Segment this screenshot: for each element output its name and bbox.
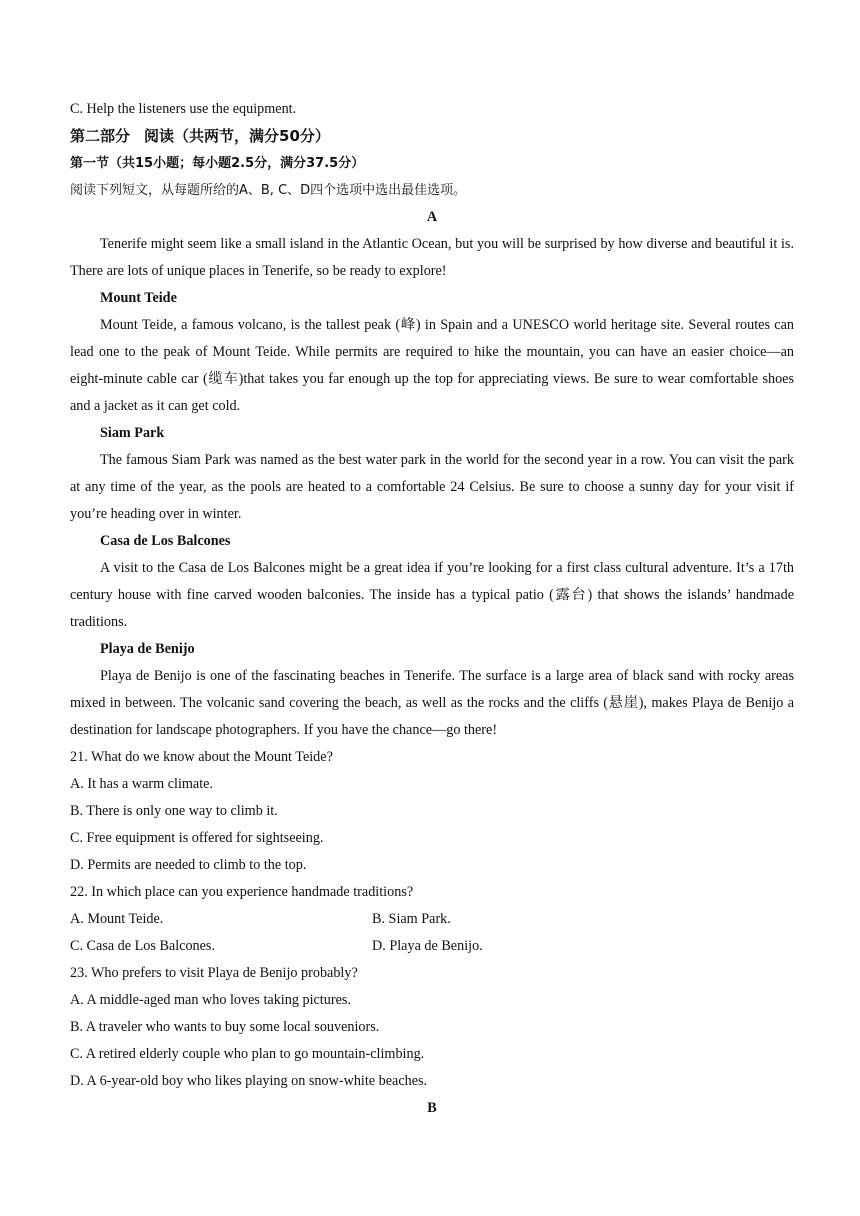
place-heading-playa-de-benijo: Playa de Benijo [100,641,195,657]
question-22-option-d: D. Playa de Benijo. [372,938,483,954]
passage-b-label: B [427,1100,437,1116]
question-22-option-b: B. Siam Park. [372,911,451,927]
question-22: 22. In which place can you experience handmade traditions? [70,884,414,900]
passage-a-label: A [426,209,438,225]
listening-option-c: C. Help the listeners use the equipment. [70,101,297,117]
question-22-option-c: C. Casa de Los Balcones. [70,938,215,954]
reading-instruction: 阅读下列短文，从每题所给的A、B, C、D四个选项中选出最佳选项。 [70,183,467,198]
question-21: 21. What do we know about the Mount Teide? [70,749,333,765]
question-21-option-d: D. Permits are needed to climb to the top. [70,857,307,873]
question-23-option-a: A. A middle-aged man who loves taking pictures. [70,992,351,1008]
question-23: 23. Who prefers to visit Playa de Benijo probably? [70,965,358,981]
part2-title-number: 第二部分 [70,127,131,145]
exam-page [70,96,794,1122]
question-21-option-a: A. It has a warm climate. [70,776,214,792]
place-text-siam-park: The famous Siam Park was named as the best water park in the world for the second year in a row. You can visit the park at any time of the year, as the pools are heated to a comfortable 24 Celsius. Be sure to choose a sunny day for your visit if you’re heading over in winter. [70,452,794,522]
part2-title-desc: 阅读（共两节，满分50分） [144,127,330,145]
question-23-option-b: B. A traveler who wants to buy some local souveniors. [70,1019,380,1035]
passage-a-intro: Tenerife might seem like a small island in the Atlantic Ocean, but you will be surprised by how diverse and beautiful it is. There are lots of unique places in Tenerife, so be ready to explore! [70,236,794,279]
place-heading-mount-teide: Mount Teide [100,290,177,306]
place-text-casa-de-los-balcones: A visit to the Casa de Los Balcones might be a great idea if you’re looking for a first class cultural adventure. It’s a 17th century house with fine carved wooden balconies. The inside has a typical patio (露台) that shows the islands’ handmade traditions. [70,560,794,630]
place-text-mount-teide: Mount Teide, a famous volcano, is the tallest peak (峰) in Spain and a UNESCO world heritage site. Several routes can lead one to the peak of Mount Teide. While permits are required to hike the mountain, you can have an easier choice—an eight-minute cable car (缆车)that takes you far enough up the top for appreciating views. Be sure to wear comfortable shoes and a jacket as it can get cold. [70,317,794,414]
question-23-option-c: C. A retired elderly couple who plan to go mountain-climbing. [70,1046,425,1062]
question-21-option-c: C. Free equipment is offered for sightseeing. [70,830,324,846]
question-22-options-row-1 [70,906,794,933]
question-23-option-d: D. A 6-year-old boy who likes playing on snow-white beaches. [70,1073,428,1089]
place-text-playa-de-benijo: Playa de Benijo is one of the fascinating beaches in Tenerife. The surface is a large area of black sand with rocky areas mixed in between. The volcanic sand covering the beach, as well as the rocks and the cliffs (悬崖), makes Playa de Benijo a destination for landscape photographers. If you have the chance—go there! [70,668,794,738]
question-22-option-a: A. Mount Teide. [70,911,164,927]
question-22-options-row-2 [70,933,794,960]
section1-title: 第一节（共15小题；每小题2.5分，满分37.5分） [70,156,365,171]
place-heading-siam-park: Siam Park [100,425,165,441]
place-heading-casa-de-los-balcones: Casa de Los Balcones [100,533,231,549]
part2-title [70,123,794,150]
question-21-option-b: B. There is only one way to climb it. [70,803,278,819]
